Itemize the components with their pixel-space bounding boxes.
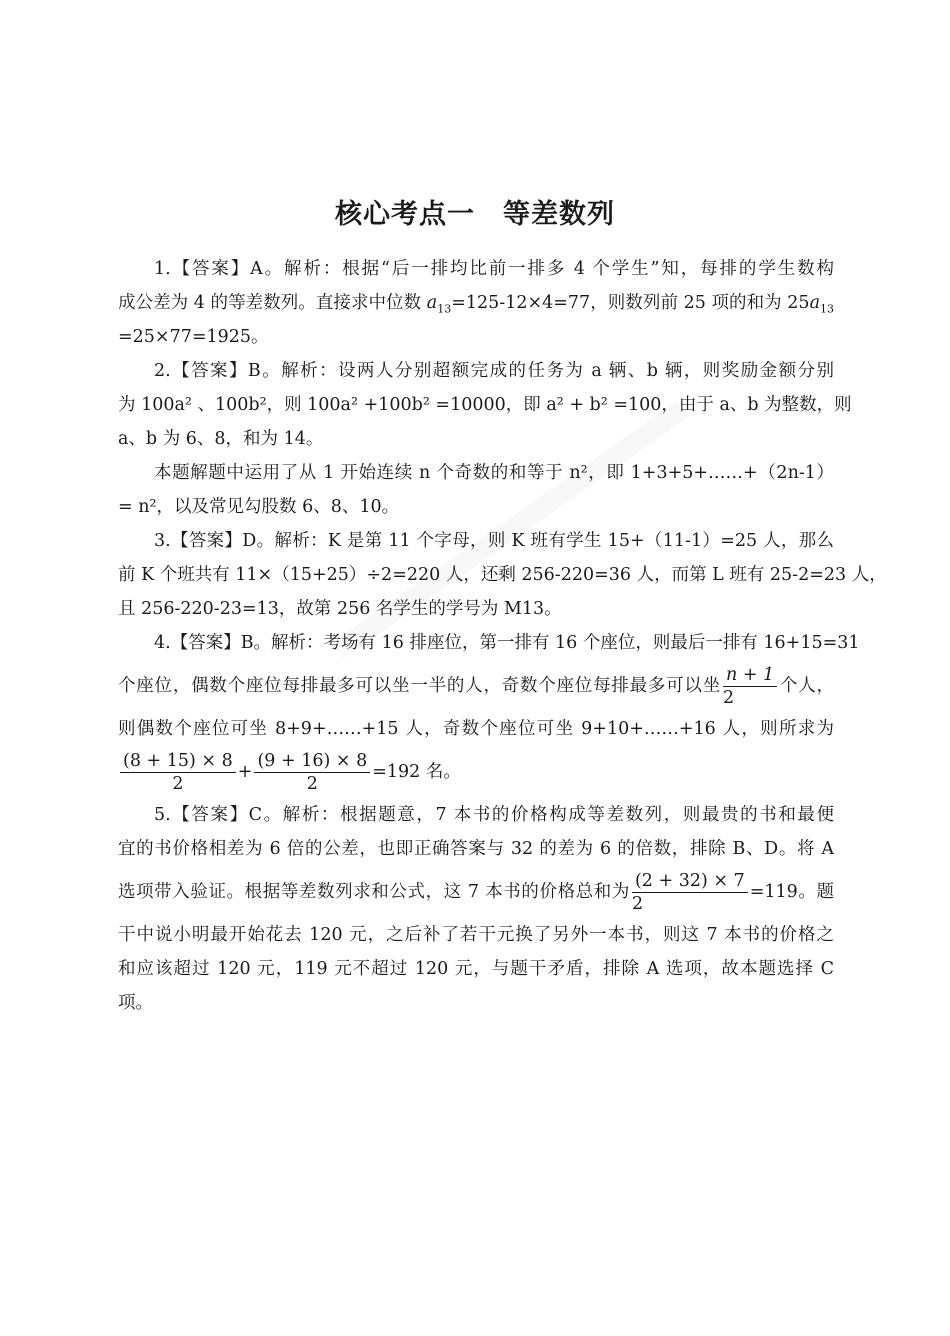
q5-line-2: 宜的书价格相差为 6 倍的公差，也即正确答案与 32 的差为 6 的倍数，排除 B、D。将 A	[118, 839, 834, 859]
q2-line-2: 为 100a² 、100b²，则 100a² +100b² =10000，即 a² + b² =100，由于 a、b 为整数，则	[118, 395, 852, 415]
q1-line-3: =25×77=1925。	[118, 327, 269, 347]
q4-line-3: 则偶数个座位可坐 8+9+……+15 人，奇数个座位可坐 9+10+……+16 人，则所求为	[118, 719, 834, 739]
q5-line-5: 和应该超过 120 元，119 元不超过 120 元，与题干矛盾，排除 A 选项，故本题选择 C	[118, 959, 834, 979]
q2-line-5: = n²，以及常见勾股数 6、8、10。	[118, 497, 400, 517]
q2-line-3: a、b 为 6、8，和为 14。	[118, 429, 324, 449]
q1-line-1: 1.【答案】A。解析：根据“后一排均比前一排多 4 个学生”知，每排的学生数构	[154, 259, 834, 279]
q5-line-4: 干中说小明最开始花去 120 元，之后补了若干元换了另外一本书，则这 7 本书的价格之	[118, 925, 834, 945]
q3-line-3: 且 256-220-23=13，故第 256 名学生的学号为 M13。	[118, 599, 562, 619]
q4-line-1: 4.【答案】B。解析：考场有 16 排座位，第一排有 16 个座位，则最后一排有 16+15=31	[154, 633, 860, 653]
fraction-n-plus-1-over-2: $\frac{n + 1}{2}$	[723, 665, 777, 708]
q3-line-1: 3.【答案】D。解析：K 是第 11 个字母，则 K 班有学生 15+（11-1）=25 人，那么	[154, 531, 834, 551]
q5-line-3: 选项带入验证。根据等差数列求和公式，这 7 本书的价格总和为 $\frac{(2 + 32) \times 7}{2}$ =119。题	[118, 870, 834, 914]
q2-line-4: 本题解题中运用了从 1 开始连续 n 个奇数的和等于 n²，即 1+3+5+……+（2n-1）	[154, 463, 834, 483]
fraction-book-price-sum: $\frac{(2 + 32) \times 7}{2}$	[632, 871, 748, 914]
q2-line-1: 2.【答案】B。解析：设两人分别超额完成的任务为 a 辆、b 辆，则奖励金额分别	[154, 361, 834, 381]
answer-content	[118, 252, 887, 1020]
q5-line-1: 5.【答案】C。解析：根据题意，7 本书的价格构成等差数列，则最贵的书和最便	[154, 805, 834, 825]
q4-line-4: $\frac{(8 + 15) \times 8}{2}$ + $\frac{(9 + 16) \times 8}{2}$ =192 名。	[118, 746, 834, 798]
q3-line-2: 前 K 个班共有 11×（15+25）÷2=220 人，还剩 256-220=36 人，而第 L 班有 25-2=23 人，	[118, 565, 887, 585]
page-title: 核心考点一 等差数列	[335, 199, 615, 230]
q4-line-2: 个座位，偶数个座位每排最多可以坐一半的人，奇数个座位每排最多可以坐 $\frac{n + 1}{2}$ 个人，	[118, 664, 835, 708]
q1-line-2: 成公差为 4 的等差数列。直接求中位数 $a_{13}=125-12\times 4=77$，则数列前 25 项的和为 $25a_{13}$	[118, 293, 835, 316]
q5-line-6: 项。	[118, 993, 153, 1013]
fraction-sum-8-to-15: $\frac{(8 + 15) \times 8}{2}$	[120, 751, 236, 794]
fraction-sum-9-to-16: $\frac{(9 + 16) \times 8}{2}$	[254, 751, 370, 794]
